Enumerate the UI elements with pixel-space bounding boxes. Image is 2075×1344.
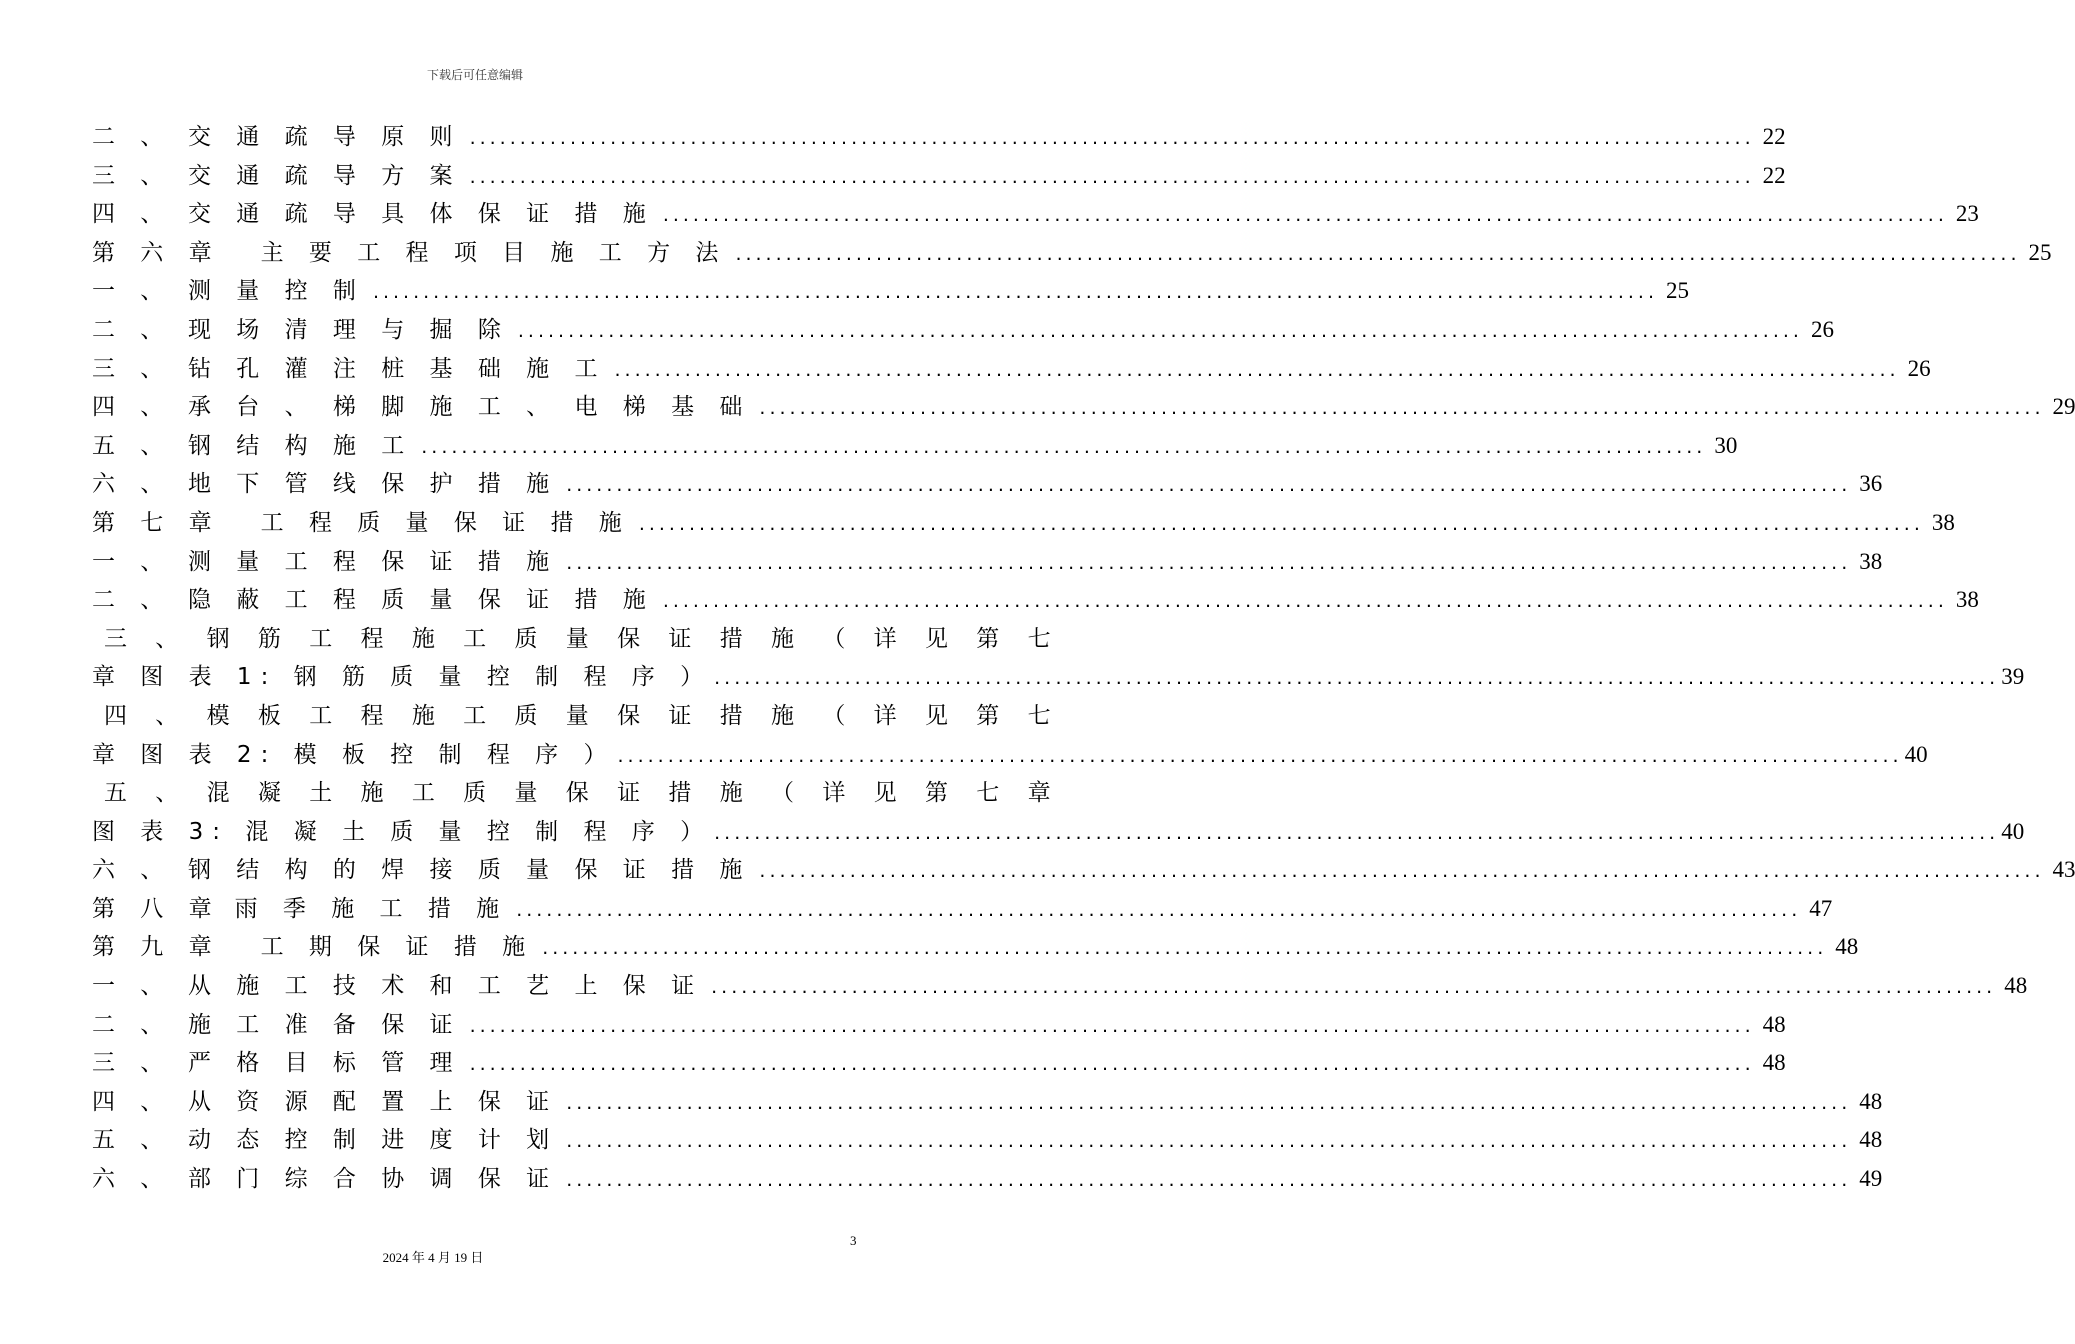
toc-entry-title: 隐 蔽 工 程 质 量 保 证 措 施	[188, 587, 655, 614]
toc-entry[interactable]	[92, 234, 2052, 273]
toc-leader-dots	[751, 852, 2052, 891]
toc-entry-number: 五 、	[92, 1127, 173, 1154]
toc-entry[interactable]	[92, 118, 1786, 157]
page-number: 3	[850, 1233, 857, 1248]
toc-entry-page: 40	[1904, 741, 1928, 767]
toc-entry-number: 第 七 章	[92, 509, 221, 536]
toc-entry-title: 雨 季 施 工 措 施	[234, 895, 509, 922]
toc-entry[interactable]	[92, 890, 1833, 929]
table-of-contents	[92, 118, 2075, 1199]
toc-entry[interactable]	[92, 427, 1738, 466]
toc-entry-page: 38	[1859, 548, 1883, 574]
toc-entry-number: 三 、	[92, 355, 173, 382]
toc-entry-title: 工 期 保 证 措 施	[260, 934, 535, 961]
toc-entry-page: 43	[2052, 857, 2075, 883]
toc-entry-wrapped-line2[interactable]	[92, 813, 2025, 852]
toc-entry-page: 29	[2052, 394, 2075, 420]
toc-leader-dots	[558, 466, 1859, 505]
toc-entry-number: 四 、	[92, 1088, 173, 1115]
toc-entry-title: 工 程 质 量 保 证 措 施	[260, 509, 631, 536]
toc-entry-page: 22	[1762, 124, 1786, 149]
toc-entry-wrapped-line1[interactable]: 五 、 混 凝 土 施 工 质 量 保 证 措 施 （ 详 见 第 七 章	[104, 780, 1062, 807]
toc-entry-wrapped-line2[interactable]	[92, 736, 1928, 775]
footer-date: 2024 年 4 月 19 日	[382, 1250, 484, 1265]
toc-leader-dots	[558, 1084, 1859, 1123]
page-header: 下载后可任意编辑	[426, 68, 523, 82]
toc-entry-title: 钢 结 构 的 焊 接 质 量 保 证 措 施	[188, 857, 752, 884]
toc-entry-title: 主 要 工 程 项 目 施 工 方 法	[260, 239, 728, 266]
toc-entry[interactable]	[92, 967, 2028, 1006]
toc-leader-dots	[365, 273, 1666, 312]
toc-entry-title: 从 施 工 技 术 和 工 艺 上 保 证	[188, 973, 704, 1000]
toc-entry-title: 钢 结 构 施 工	[188, 432, 414, 459]
toc-entry[interactable]	[92, 311, 1834, 350]
toc-leader-dots	[558, 1161, 1859, 1200]
toc-leader-dots	[712, 814, 2001, 853]
toc-entry-page: 30	[1714, 432, 1738, 458]
toc-leader-dots	[462, 119, 1763, 158]
toc-entry-title: 测 量 控 制	[188, 278, 365, 305]
toc-entry-page: 40	[2001, 818, 2025, 844]
toc-entry-page: 25	[2028, 239, 2052, 265]
toc-entry-wrapped-line1[interactable]: 四 、 模 板 工 程 施 工 质 量 保 证 措 施 （ 详 见 第 七	[104, 702, 1062, 729]
toc-leader-dots	[558, 1122, 1859, 1161]
toc-entry-number: 三 、	[92, 1050, 173, 1077]
toc-entry[interactable]	[92, 157, 1786, 196]
toc-entry-number: 一 、	[92, 548, 173, 575]
toc-entry[interactable]	[92, 350, 1931, 389]
toc-entry-page: 48	[1859, 1088, 1883, 1114]
toc-entry[interactable]	[92, 1006, 1786, 1045]
toc-entry[interactable]	[92, 388, 2075, 427]
toc-entry-number: 四 、	[92, 201, 173, 228]
toc-entry-number: 二 、	[92, 1011, 173, 1038]
toc-entry[interactable]	[92, 1160, 1883, 1199]
toc-entry[interactable]	[92, 851, 2075, 890]
toc-leader-dots	[655, 196, 1956, 235]
toc-entry[interactable]	[92, 543, 1883, 582]
toc-entry[interactable]	[92, 581, 1979, 620]
toc-leader-dots	[607, 351, 1908, 390]
toc-entry-title: 严 格 目 标 管 理	[188, 1050, 462, 1077]
toc-leader-dots	[751, 389, 2052, 428]
toc-leader-dots	[508, 891, 1809, 930]
toc-entry-page: 25	[1666, 278, 1689, 304]
toc-entry-number: 五 、	[92, 432, 173, 459]
toc-leader-dots	[510, 312, 1811, 351]
toc-leader-dots	[413, 428, 1714, 467]
toc-entry-title: 交 通 疏 导 具 体 保 证 措 施	[188, 201, 655, 228]
toc-entry[interactable]	[92, 195, 1979, 234]
toc-leader-dots	[462, 1045, 1763, 1084]
toc-entry[interactable]	[92, 272, 1689, 311]
toc-entry-title: 测 量 工 程 保 证 措 施	[188, 548, 559, 575]
toc-leader-dots	[631, 505, 1932, 544]
toc-entry-number: 三 、	[92, 162, 173, 189]
toc-entry-wrapped-line2[interactable]	[92, 658, 2025, 697]
toc-entry-title: 动 态 控 制 进 度 计 划	[188, 1127, 559, 1154]
toc-entry[interactable]	[92, 1044, 1786, 1083]
toc-entry-title: 部 门 综 合 协 调 保 证	[188, 1166, 559, 1193]
toc-leader-dots	[616, 737, 1905, 776]
toc-entry-number: 六 、	[92, 471, 173, 498]
toc-entry-number: 二 、	[92, 587, 173, 614]
toc-entry-number: 六 、	[92, 1166, 173, 1193]
toc-leader-dots	[462, 158, 1763, 197]
toc-entry-number: 一 、	[92, 973, 173, 1000]
toc-entry-number: 一 、	[92, 278, 173, 305]
toc-entry-title: 交 通 疏 导 原 则	[188, 124, 462, 150]
toc-entry-number: 第 六 章	[92, 239, 221, 266]
toc-leader-dots	[727, 235, 2028, 274]
toc-entry-page: 47	[1809, 895, 1833, 921]
toc-entry-title: 现 场 清 理 与 掘 除	[188, 316, 510, 343]
toc-entry-page: 23	[1955, 201, 1979, 227]
toc-leader-dots	[534, 929, 1835, 968]
toc-entry-page: 48	[1859, 1127, 1883, 1153]
toc-entry-title: 章 图 表 1: 钢 筋 质 量 控 制 程 序 ）	[92, 664, 713, 691]
toc-entry-number: 六 、	[92, 857, 173, 884]
toc-entry-title: 施 工 准 备 保 证	[188, 1011, 462, 1038]
toc-entry-page: 38	[1955, 587, 1979, 613]
toc-entry-page: 48	[2004, 973, 2028, 999]
toc-entry-title: 图 表 3: 混 凝 土 质 量 控 制 程 序 ）	[92, 818, 713, 845]
toc-entry[interactable]	[92, 928, 1859, 967]
toc-leader-dots	[558, 544, 1859, 583]
toc-entry-title: 承 台 、 梯 脚 施 工 、 电 梯 基 础	[188, 394, 752, 421]
toc-entry-title: 地 下 管 线 保 护 措 施	[188, 471, 559, 498]
toc-leader-dots	[712, 659, 2001, 698]
toc-entry[interactable]	[92, 1083, 1883, 1122]
toc-entry-page: 39	[2001, 664, 2025, 690]
toc-entry-page: 22	[1762, 162, 1786, 188]
toc-leader-dots	[703, 968, 2004, 1007]
toc-entry-title: 交 通 疏 导 方 案	[188, 162, 462, 189]
toc-entry-number: 四 、	[92, 394, 173, 421]
toc-entry-page: 26	[1810, 316, 1834, 342]
toc-entry-page: 38	[1931, 509, 1955, 535]
toc-entry-number: 二 、	[92, 124, 173, 150]
toc-entry[interactable]	[92, 504, 1955, 543]
toc-entry-page: 48	[1762, 1011, 1786, 1037]
toc-entry[interactable]	[92, 1121, 1883, 1160]
toc-entry-page: 49	[1859, 1166, 1883, 1192]
toc-entry-number: 第 九 章	[92, 934, 221, 961]
toc-entry-page: 36	[1859, 471, 1883, 497]
toc-entry-wrapped-line1[interactable]: 三 、 钢 筋 工 程 施 工 质 量 保 证 措 施 （ 详 见 第 七	[104, 625, 1062, 652]
toc-entry-title: 钻 孔 灌 注 桩 基 础 施 工	[188, 355, 607, 382]
toc-entry-page: 48	[1762, 1050, 1786, 1076]
toc-entry-page: 26	[1907, 355, 1931, 381]
toc-entry-page: 48	[1835, 934, 1859, 960]
toc-entry[interactable]	[92, 465, 1883, 504]
toc-entry-number: 第 八 章	[92, 895, 221, 922]
toc-entry-number: 二 、	[92, 316, 173, 343]
toc-leader-dots	[462, 1007, 1763, 1046]
toc-entry-title: 章 图 表 2: 模 板 控 制 程 序 ）	[92, 741, 616, 768]
toc-entry-title: 从 资 源 配 置 上 保 证	[188, 1088, 559, 1115]
toc-leader-dots	[655, 582, 1956, 621]
